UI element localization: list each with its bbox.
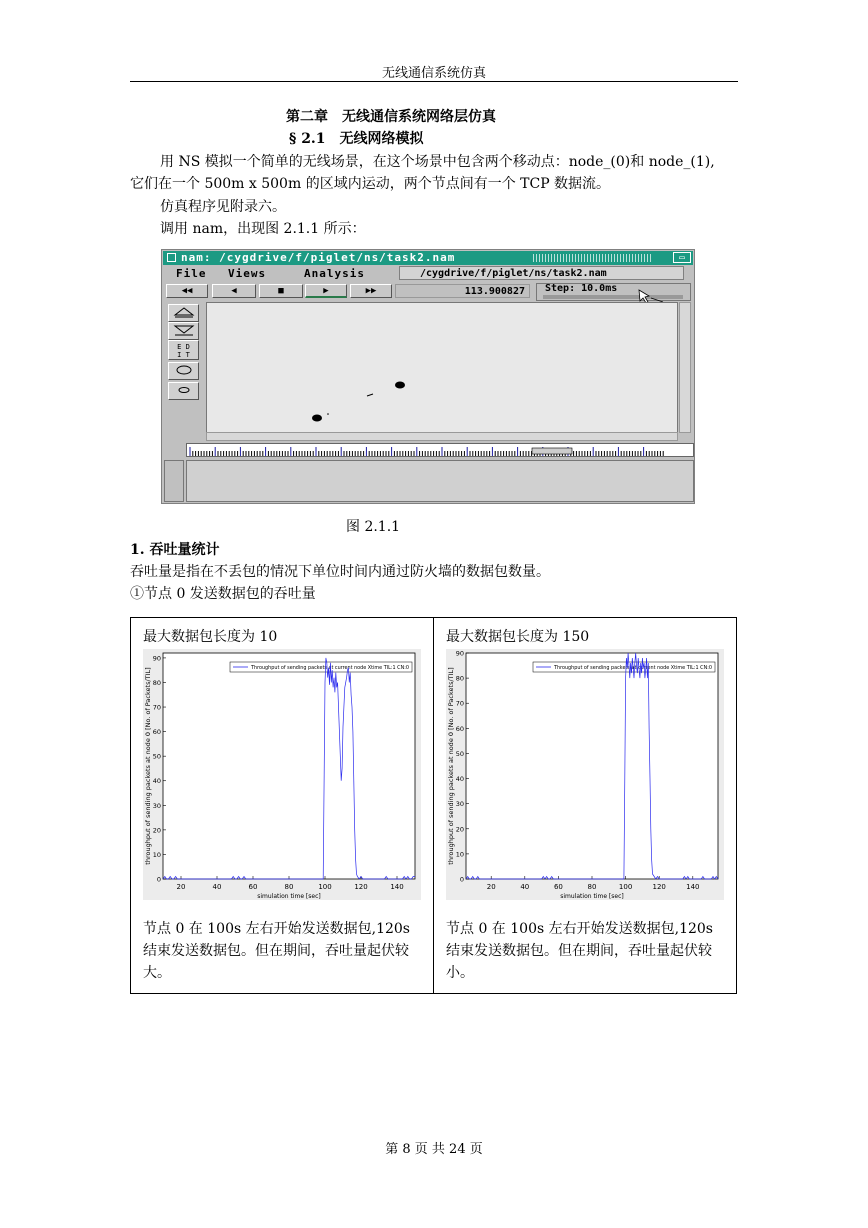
- y-tick-label: 80: [152, 678, 161, 687]
- y-tick-label: 30: [152, 801, 161, 810]
- comparison-table: [130, 617, 737, 994]
- y-tick-label: 50: [152, 752, 161, 761]
- y-tick-label: 40: [455, 775, 464, 784]
- titlebar-pattern: [533, 254, 653, 262]
- paragraph-2: 它们在一个 500m x 500m 的区域内运动，两个节点间有一个 TCP 数据流。: [130, 176, 611, 192]
- y-tick-label: 0: [459, 875, 464, 884]
- plot-area: [163, 653, 415, 879]
- y-tick-label: 40: [152, 777, 161, 786]
- node-1: [395, 382, 405, 389]
- y-tick-label: 70: [152, 703, 161, 712]
- stop-button[interactable]: ■: [259, 284, 303, 298]
- edit-label: E D I T: [177, 343, 190, 359]
- y-tick-label: 90: [455, 649, 464, 658]
- annotation-pane: [186, 460, 694, 502]
- x-tick-label: 60: [248, 883, 258, 891]
- right-caption: 最大数据包长度为 150: [446, 629, 590, 645]
- x-tick-label: 120: [354, 883, 368, 891]
- throughput-chart-left: [143, 649, 421, 900]
- heading-throughput: 1. 吞吐量统计: [130, 542, 220, 558]
- chapter-title: 第二章 无线通信系统网络层仿真: [286, 109, 496, 125]
- edit-button[interactable]: [168, 340, 199, 360]
- y-tick-label: 80: [455, 674, 464, 683]
- menu-views[interactable]: Views: [228, 267, 267, 280]
- page-footer: 第 8 页 共 24 页: [385, 1142, 483, 1157]
- menu-analysis[interactable]: Analysis: [304, 267, 365, 280]
- subheading-node0: ①节点 0 发送数据包的吞吐量: [130, 586, 316, 602]
- zoom-in-icon[interactable]: [168, 304, 199, 322]
- fast-forward-button[interactable]: ▶▶: [350, 284, 392, 298]
- page-header: 无线通信系统仿真: [381, 66, 486, 81]
- x-tick-label: 100: [618, 883, 633, 891]
- y-tick-label: 10: [455, 850, 464, 859]
- animation-canvas[interactable]: [206, 302, 678, 433]
- step-label: Step: 10.0ms: [545, 283, 618, 294]
- x-tick-label: 40: [212, 883, 222, 891]
- x-tick-label: 80: [587, 883, 597, 891]
- paragraph-1: 用 NS 模拟一个简单的无线场景，在这个场景中包含两个移动点：node_(0)和 node_(1),: [160, 154, 715, 170]
- x-tick-label: 140: [686, 883, 700, 891]
- node-0: [312, 415, 322, 422]
- nam-titlebar: [163, 251, 693, 265]
- nam-window: [161, 249, 695, 504]
- window-menu-icon[interactable]: [167, 253, 176, 262]
- x-tick-label: 40: [520, 883, 530, 891]
- legend-label: Throughput of sending packets at current node Xtime TIL:1 CN:0: [553, 665, 712, 672]
- menu-file[interactable]: File: [176, 267, 207, 280]
- y-axis-label: throughput of sending packets at node 0 [No. of Packets/TIL]: [144, 667, 152, 865]
- left-description: 节点 0 在 100s 左右开始发送数据包,120s 结束发送数据包。但在期间，吞吐量起伏较大。: [143, 921, 410, 981]
- y-tick-label: 10: [152, 850, 161, 859]
- left-caption: 最大数据包长度为 10: [143, 629, 278, 645]
- x-tick-label: 60: [553, 883, 563, 891]
- play-forward-button[interactable]: ▶: [305, 284, 347, 298]
- maximize-icon[interactable]: ▭: [673, 252, 691, 263]
- figure-caption: 图 2.1.1: [346, 519, 401, 535]
- bottom-pane-handle[interactable]: [164, 460, 184, 502]
- header-rule: [130, 81, 738, 82]
- vertical-scrollbar[interactable]: [679, 302, 691, 433]
- x-axis-label: simulation time [sec]: [257, 893, 321, 900]
- table-cell-right: [434, 618, 737, 994]
- x-tick-label: 80: [284, 883, 294, 891]
- small-ellipse-tool-icon[interactable]: [168, 382, 199, 400]
- y-tick-label: 30: [455, 800, 464, 809]
- y-tick-label: 90: [152, 654, 161, 663]
- plot-area: [466, 653, 718, 879]
- y-tick-label: 50: [455, 749, 464, 758]
- throughput-chart-right: [446, 649, 724, 900]
- x-tick-label: 140: [390, 883, 404, 891]
- y-tick-label: 0: [156, 875, 161, 884]
- x-tick-label: 20: [486, 883, 496, 891]
- play-backward-button[interactable]: ◀: [212, 284, 256, 298]
- y-tick-label: 70: [455, 699, 464, 708]
- paragraph-4: 调用 nam，出现图 2.1.1 所示：: [160, 221, 366, 237]
- right-description: 节点 0 在 100s 左右开始发送数据包,120s 结束发送数据包。但在期间，吞吐量起伏较小。: [446, 921, 713, 981]
- y-tick-label: 20: [152, 826, 161, 835]
- legend-label: Throughput of sending packets at current node Xtime TIL:1 CN:0: [250, 665, 409, 672]
- y-axis-label: throughput of sending packets at node 0 [No. of Packets/TIL]: [447, 667, 455, 865]
- step-control[interactable]: [536, 283, 691, 301]
- y-tick-label: 20: [455, 825, 464, 834]
- x-tick-label: 100: [318, 883, 332, 891]
- packet-trace: [367, 394, 373, 396]
- x-tick-label: 20: [176, 883, 186, 891]
- rewind-button[interactable]: ◀◀: [166, 284, 208, 298]
- time-display: 113.900827: [395, 284, 530, 298]
- horizontal-scrollbar[interactable]: [206, 432, 678, 441]
- ellipse-tool-icon[interactable]: [168, 362, 199, 380]
- timeline-thumb: [532, 448, 572, 454]
- section-title: § 2.1 无线网络模拟: [289, 131, 424, 147]
- paragraph-3: 仿真程序见附录六。: [160, 199, 286, 215]
- timeline-slider[interactable]: [186, 443, 694, 457]
- trace-file-path: /cygdrive/f/piglet/ns/task2.nam: [399, 266, 684, 280]
- y-tick-label: 60: [455, 724, 464, 733]
- nam-title-text: nam: /cygdrive/f/piglet/ns/task2.nam: [181, 251, 456, 264]
- packet-dot: [327, 413, 329, 415]
- zoom-out-icon[interactable]: [168, 322, 199, 340]
- x-axis-label: simulation time [sec]: [560, 893, 624, 900]
- table-cell-left: [131, 618, 434, 994]
- y-tick-label: 60: [152, 728, 161, 737]
- definition-text: 吞吐量是指在不丢包的情况下单位时间内通过防火墙的数据包数量。: [130, 564, 550, 580]
- x-tick-label: 120: [652, 883, 666, 891]
